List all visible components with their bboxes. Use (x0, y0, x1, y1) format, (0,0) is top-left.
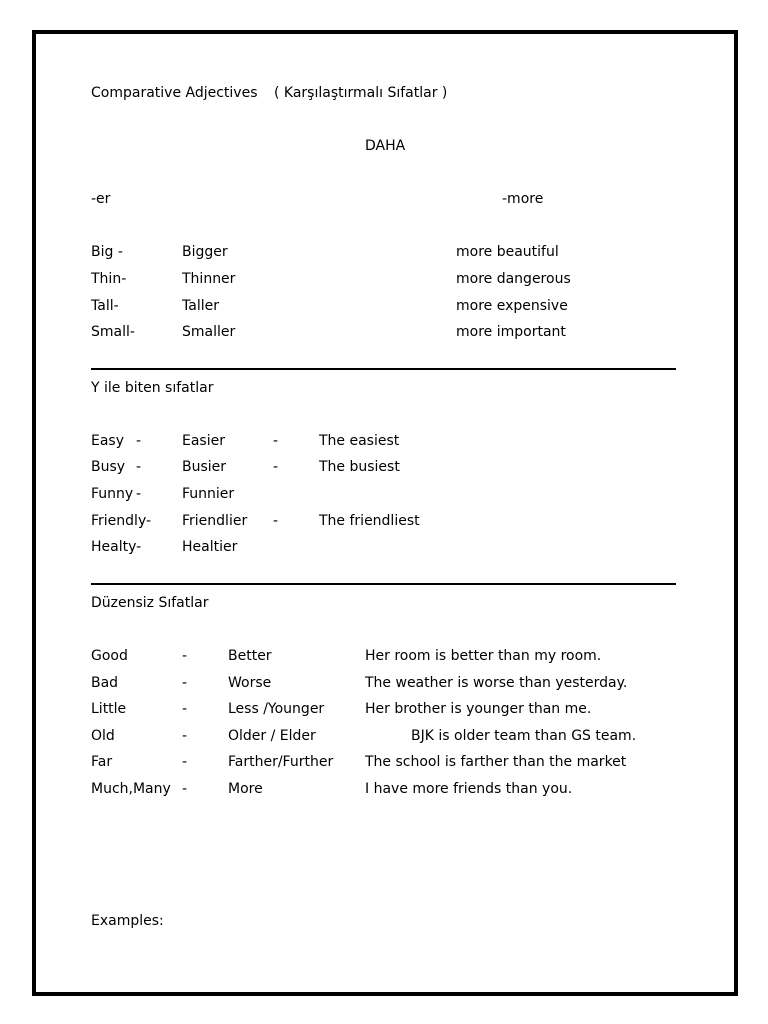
y-dash: - (273, 433, 279, 449)
irregular-comparative: Worse (228, 675, 272, 691)
er-comparative: Smaller (182, 324, 236, 340)
irregular-comparative: More (228, 781, 263, 797)
more-item: more important (456, 324, 566, 340)
irregular-dash: - (182, 648, 188, 664)
y-superlative: The easiest (319, 433, 400, 449)
y-dash: - (136, 486, 142, 502)
y-base: Healty- (91, 539, 142, 555)
y-base: Friendly- (91, 513, 152, 529)
y-comparative: Friendlier (182, 513, 248, 529)
irregular-base: Good (91, 648, 128, 664)
y-comparative: Funnier (182, 486, 235, 502)
irregular-example: BJK is older team than GS team. (411, 728, 637, 744)
y-comparative: Easier (182, 433, 225, 449)
irregular-example: Her brother is younger than me. (365, 701, 592, 717)
irregular-example: I have more friends than you. (365, 781, 573, 797)
y-comparative: Healtier (182, 539, 238, 555)
irregular-comparative: Older / Elder (228, 728, 316, 744)
y-base: Easy (91, 433, 125, 449)
irregular-comparative: Less /Younger (228, 701, 325, 717)
irregular-base: Little (91, 701, 127, 717)
irregular-dash: - (182, 675, 188, 691)
er-base: Tall- (91, 298, 119, 314)
irregular-base: Much,Many (91, 781, 171, 797)
irregular-base: Old (91, 728, 115, 744)
er-base: Small- (91, 324, 135, 340)
y-section-heading: Y ile biten sıfatlar (91, 380, 214, 396)
irregular-dash: - (182, 781, 188, 797)
y-superlative: The friendliest (319, 513, 420, 529)
more-item: more expensive (456, 298, 568, 314)
irregular-example: Her room is better than my room. (365, 648, 602, 664)
irregular-dash: - (182, 701, 188, 717)
er-base: Thin- (91, 271, 127, 287)
irregular-base: Far (91, 754, 113, 770)
irregular-comparative: Better (228, 648, 272, 664)
more-item: more beautiful (456, 244, 559, 260)
er-comparative: Taller (182, 298, 219, 314)
examples-label: Examples: (91, 913, 164, 929)
er-heading: -er (91, 191, 111, 207)
er-comparative: Thinner (182, 271, 236, 287)
y-dash: - (136, 459, 142, 475)
irregular-example: The weather is worse than yesterday. (365, 675, 628, 691)
page-title: Comparative Adjectives (91, 85, 258, 101)
section-divider (91, 368, 676, 370)
irregular-base: Bad (91, 675, 119, 691)
more-heading: -more (502, 191, 544, 207)
er-base: Big - (91, 244, 123, 260)
irregular-dash: - (182, 728, 188, 744)
y-dash: - (273, 513, 279, 529)
daha-label: DAHA (365, 138, 406, 154)
page-title-translation: ( Karşılaştırmalı Sıfatlar ) (274, 85, 448, 101)
y-dash: - (273, 459, 279, 475)
y-dash: - (136, 433, 142, 449)
more-item: more dangerous (456, 271, 571, 287)
er-comparative: Bigger (182, 244, 228, 260)
y-base: Busy (91, 459, 126, 475)
y-base: Funny (91, 486, 134, 502)
irregular-section-heading: Düzensiz Sıfatlar (91, 595, 209, 611)
y-comparative: Busier (182, 459, 227, 475)
irregular-comparative: Farther/Further (228, 754, 334, 770)
irregular-example: The school is farther than the market (365, 754, 627, 770)
y-superlative: The busiest (319, 459, 400, 475)
section-divider (91, 583, 676, 585)
irregular-dash: - (182, 754, 188, 770)
